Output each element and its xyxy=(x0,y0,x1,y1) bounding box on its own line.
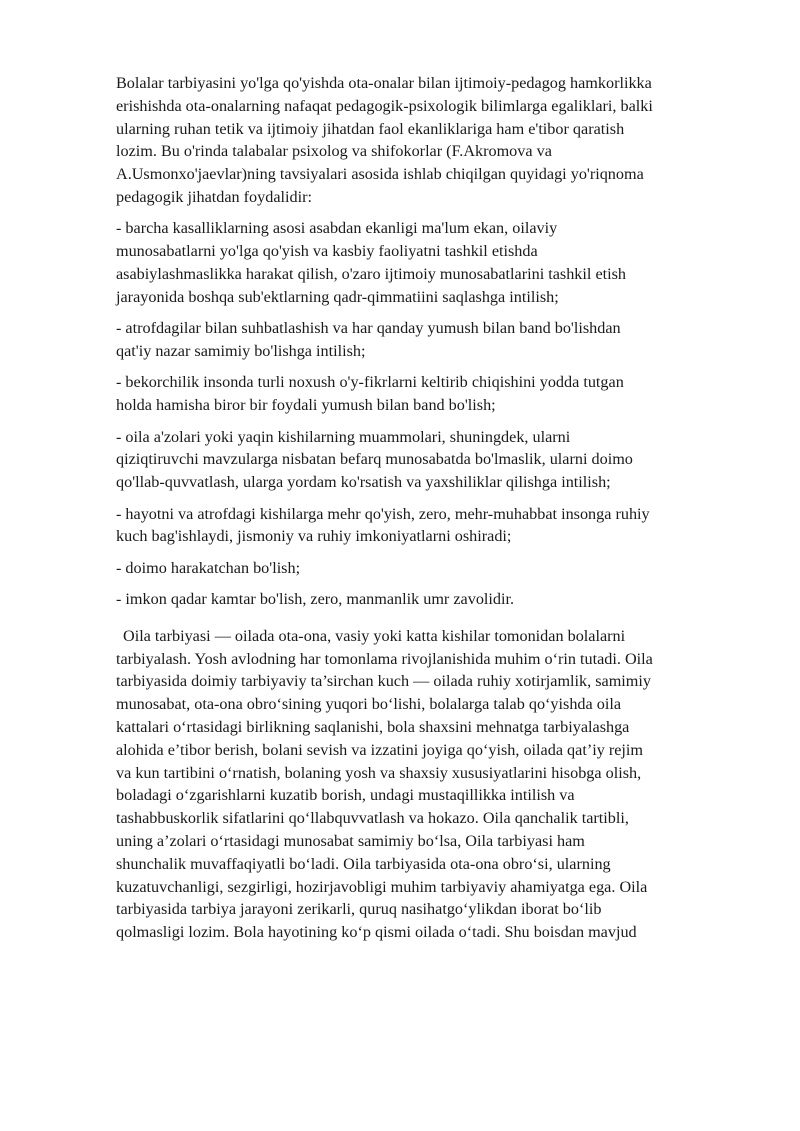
text-line: alohida e’tibor berish, bolani sevish va izzatini joyiga qoʻyish, oilada qat’iy rejim xyxy=(116,740,644,759)
text-line: - bekorchilik insonda turli noxush o'y-fikrlarni keltirib chiqishini yodda tutgan xyxy=(116,373,624,392)
text-line: munosabatlarni yo'lga qo'yish va kasbiy faoliyatni tashkil etishda xyxy=(116,242,538,261)
text-line: ularning ruhan tetik va ijtimoiy jihatdan faol ekanliklariga ham e'tibor qaratish xyxy=(116,119,625,138)
text-line: uning a’zolari oʻrtasidagi munosabat samimiy boʻlsa, Oila tarbiyasi ham xyxy=(116,832,585,851)
text-line: shunchalik muvaffaqiyatli boʻladi. Oila tarbiyasida ota-ona obroʻsi, ularning xyxy=(116,854,611,873)
text-line: va kun tartibini oʻrnatish, bolaning yosh va shaxsiy xususiyatlarini hisobga olish, xyxy=(116,763,642,782)
text-line: holda hamisha biror bir foydali yumush bilan band bo'lish; xyxy=(116,396,496,415)
text-line: qiziqtiruvchi mavzularga nisbatan befarq munosabatda bo'lmaslik, ularni doimo xyxy=(116,450,633,469)
text-line: boladagi oʻzgarishlarni kuzatib borish, undagi mustaqillikka intilish va xyxy=(116,786,575,805)
text-line: - oila a'zolari yoki yaqin kishilarning muammolari, shuningdek, ularni xyxy=(116,427,571,446)
list-item-paragraph xyxy=(116,557,746,580)
list-item-paragraph xyxy=(116,426,746,494)
list-item-paragraph xyxy=(116,317,746,363)
list-item-paragraph xyxy=(116,588,746,611)
text-line: Oila tarbiyasi — oilada ota-ona, vasiy yoki katta kishilar tomonidan bolalarni xyxy=(123,626,626,645)
text-line: tashabbuskorlik sifatlarini qoʻllabquvvatlash va hokazo. Oila qanchalik tartibli, xyxy=(116,809,629,828)
text-line: pedagogik jihatdan foydalidir: xyxy=(116,187,312,206)
text-line: - barcha kasalliklarning asosi asabdan ekanligi ma'lum ekan, oilaviy xyxy=(116,219,558,238)
text-line: tarbiyasida doimiy tarbiyaviy ta’sirchan kuch — oilada ruhiy xotirjamlik, samimiy xyxy=(116,672,651,691)
text-line: - hayotni va atrofdagi kishilarga mehr qo'yish, zero, mehr-muhabbat insonga ruhiy xyxy=(116,504,650,523)
document-page xyxy=(116,72,746,953)
text-line: kuzatuvchanligi, sezgirligi, hozirjavobligi muhim tarbiyaviy ahamiyatga ega. Oila xyxy=(116,877,648,896)
intro-paragraph xyxy=(116,72,746,209)
text-line: qo'llab-quvvatlash, ularga yordam ko'rsatish va yaxshiliklar qilishga intilish; xyxy=(116,473,611,492)
text-line: erishishda ota-onalarning nafaqat pedagogik-psixologik bilimlarga egaliklari, balki xyxy=(116,96,653,115)
text-line: A.Usmonxo'jaevlar)ning tavsiyalari asosida ishlab chiqilgan quyidagi yo'riqnoma xyxy=(116,165,644,184)
text-line: - imkon qadar kamtar bo'lish, zero, manmanlik umr zavolidir. xyxy=(116,590,515,609)
list-item-paragraph xyxy=(116,217,746,308)
text-line: kattalari oʻrtasidagi birlikning saqlanishi, bola shaxsini mehnatga tarbiyalashga xyxy=(116,718,630,737)
text-line: asabiylashmaslikka harakat qilish, o'zaro ijtimoiy munosabatlarini tashkil etish xyxy=(116,264,627,283)
text-line: qat'iy nazar samimiy bo'lishga intilish; xyxy=(116,341,366,360)
text-line: tarbiyalash. Yosh avlodning har tomonlama rivojlanishida muhim oʻrin tutadi. Oila xyxy=(116,649,653,668)
list-item-paragraph xyxy=(116,503,746,549)
family-upbringing-paragraph xyxy=(116,625,746,944)
text-line: - doimo harakatchan bo'lish; xyxy=(116,558,301,577)
text-line: qolmasligi lozim. Bola hayotining koʻp qismi oilada oʻtadi. Shu boisdan mavjud xyxy=(116,923,637,942)
list-item-paragraph xyxy=(116,371,746,417)
text-line: kuch bag'ishlaydi, jismoniy va ruhiy imkoniyatlarni oshiradi; xyxy=(116,527,512,546)
text-line: Bolalar tarbiyasini yo'lga qo'yishda ota-onalar bilan ijtimoiy-pedagog hamkorlikka xyxy=(116,74,652,92)
text-line: lozim. Bu o'rinda talabalar psixolog va shifokorlar (F.Akromova va xyxy=(116,142,552,161)
text-line: tarbiyasida tarbiya jarayoni zerikarli, quruq nasihatgoʻylikdan iborat boʻlib xyxy=(116,900,602,919)
text-line: jarayonida boshqa sub'ektlarning qadr-qimmatiini saqlashga intilish; xyxy=(116,287,559,306)
text-line: munosabat, ota-ona obroʻsining yuqori boʻlishi, bolalarga talab qoʻyishda oila xyxy=(116,695,622,714)
text-line: - atrofdagilar bilan suhbatlashish va har qanday yumush bilan band bo'lishdan xyxy=(116,319,621,338)
